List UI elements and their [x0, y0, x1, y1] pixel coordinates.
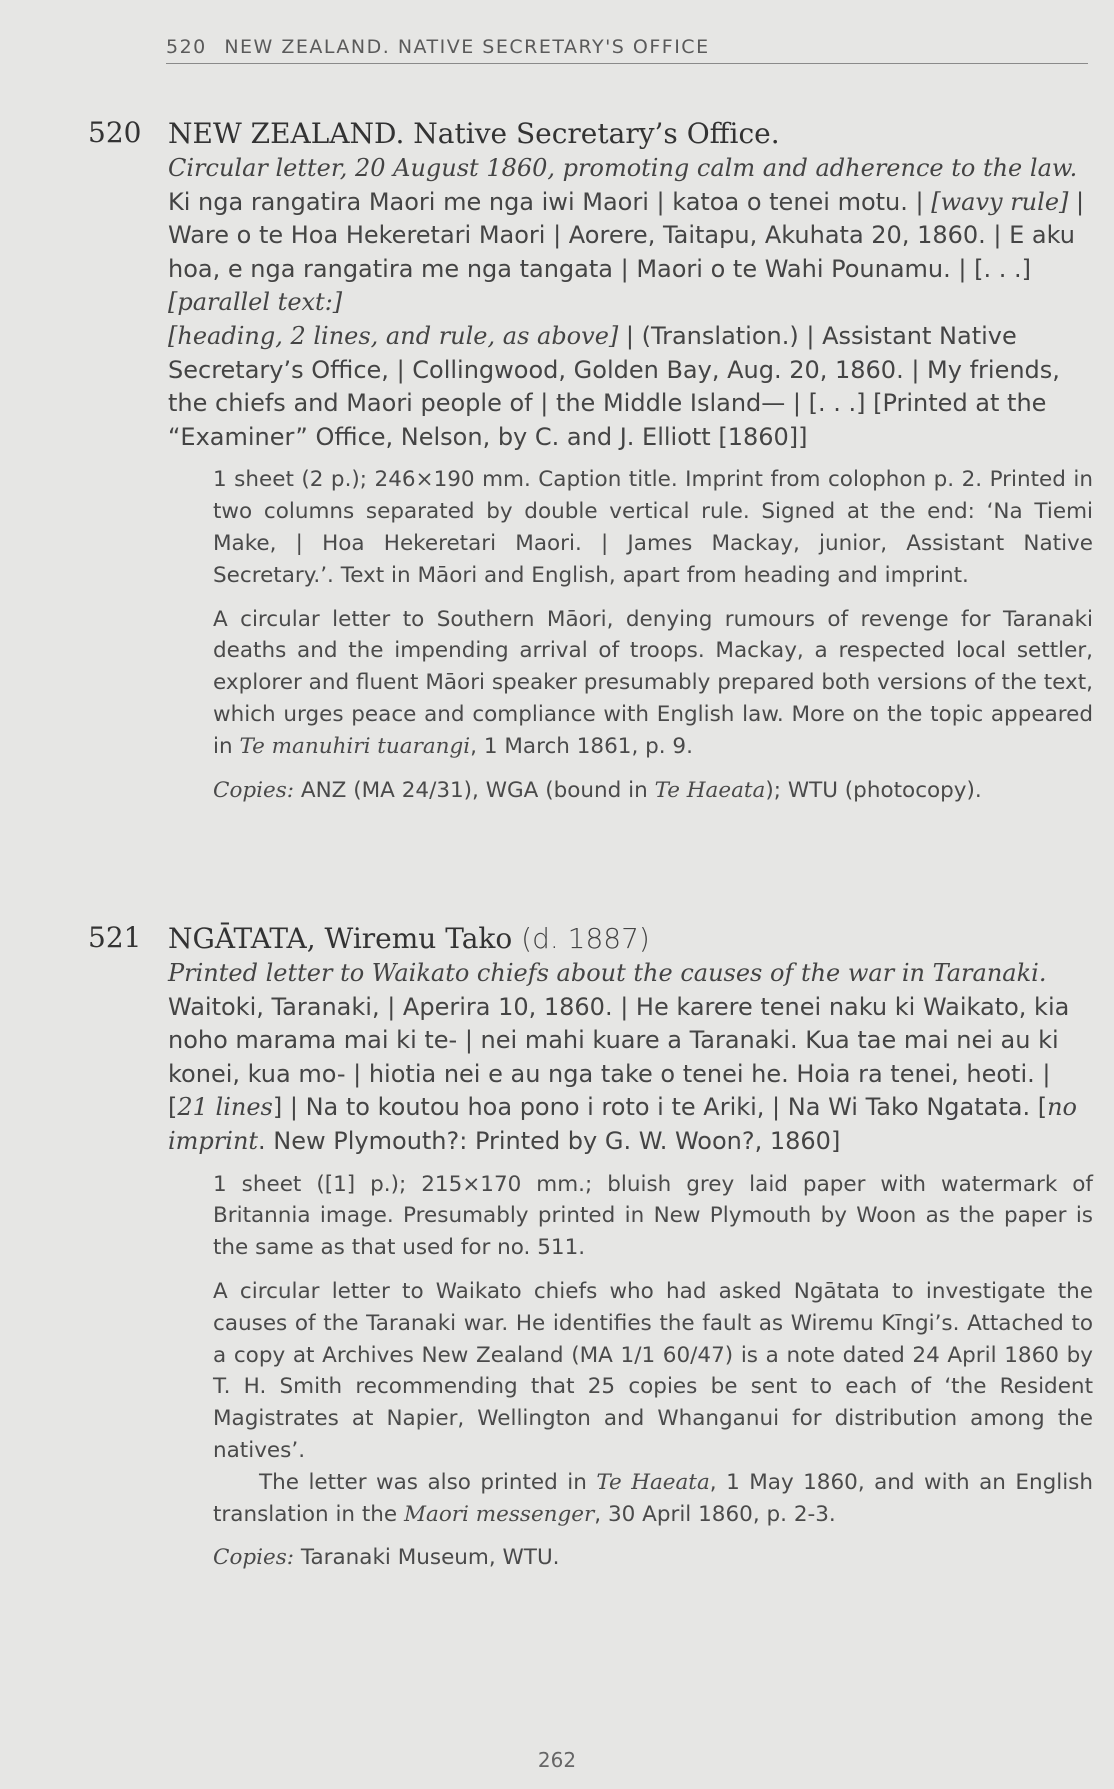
note-text-end: , 1 March 1861, p. 9. [470, 733, 693, 759]
transcription-part-1: Waitoki, Taranaki, | Aperira 10, 1860. | He karere tenei naku ki Waikato, kia noho marama mai ki te- | nei mahi kuare a Taranaki. Kua tae mai nei au ki konei, kua mo- | hiotia nei e au nga take o tenei he. Hoia ra tenei, heoti. | [ [168, 992, 1070, 1122]
copies-text: ANZ (MA 24/31), WGA (bound in [294, 777, 655, 803]
translation-text: | (Translation.) | Assistant Native Secretary’s Office, | Collingwood, Golden Bay, Aug. 20, 1860. | My friends, the chiefs and Maori people of | the Middle Island— | [. . .] [Printed at the “Examiner” Office, Nelson, by C. and J. Elliott [1860]] [168, 321, 1060, 451]
transcription-part-2: | Ware o te Hoa Hekeretari Maori | Aorere, Taitapu, Akuhata 20, 1860. | E aku hoa, e nga rangatira me nga tangata | Maori o te Wahi Pounamu. | [. . .] [168, 187, 1085, 283]
copies-text-end: ); WTU (photocopy). [765, 777, 982, 803]
physical-description: 1 sheet ([1] p.); 215×170 mm.; bluish grey laid paper with watermark of Britannia image. Presumably printed in New Plymouth by Woon as the paper is the same as that used for no. 511. [213, 1171, 1093, 1261]
running-head [166, 36, 1088, 64]
no-imprint-note: no imprint [168, 1093, 1077, 1155]
page-number: 262 [537, 1748, 577, 1772]
running-head-page: 520 [166, 36, 207, 58]
heading-note: [heading, 2 lines, and rule, as above] [168, 321, 619, 350]
translation [168, 320, 1090, 454]
entry-notes [213, 464, 1093, 806]
imprint-text: . New Plymouth?: Printed by G. W. Woon?, 1860] [258, 1126, 841, 1155]
note-title-2: Maori messenger [404, 1501, 595, 1527]
entry-summary: Circular letter, 20 August 1860, promoting calm and adherence to the law. [168, 154, 1078, 182]
transcription [168, 991, 1090, 1159]
entry-description [168, 152, 1090, 454]
physical-description: 1 sheet (2 p.); 246×190 mm. Caption title. Imprint from colophon p. 2. Printed in two columns separated by double vertical rule. Signed at the end: ‘Na Tiemi Make, | Hoa Hekeretari Maori. | James Mackay, junior, Assistant Native Secretary.’. Text in Māori and English, apart from heading and imprint. [213, 467, 1093, 588]
historical-note: A circular letter to Waikato chiefs who had asked Ngātata to investigate the causes of the Taranaki war. He identifies the fault as Wiremu Kīngi’s. Attached to a copy at Archives New Zealand (MA 1/1 60/47) is a note dated 24 April 1860 by T. H. Smith recommending that 25 copies be sent to each of ‘the Resident Magistrates at Napier, Wellington and Whanganui for distribution among the natives’. [213, 1278, 1093, 1463]
heading-dates: (d. 1887) [512, 922, 650, 955]
entry-number: 521 [88, 921, 142, 954]
historical-note [213, 604, 1093, 763]
entry-summary: Printed letter to Waikato chiefs about the causes of the war in Taranaki. [168, 959, 1047, 987]
entry-body [168, 116, 1093, 818]
transcription-part-2: ] | Na to koutou hoa pono i roto i te Ariki, | Na Wi Tako Ngatata. [ [272, 1093, 1048, 1122]
entry-number: 520 [88, 116, 142, 149]
copies-title: Te Haeata [654, 777, 766, 803]
note-title: Te manuhiri tuarangi [239, 733, 471, 759]
note-text-end: , 30 April 1860, p. 2-3. [594, 1501, 836, 1527]
parallel-text-note: [parallel text:] [168, 288, 343, 317]
transcription [168, 186, 1090, 287]
copies-text: Taranaki Museum, WTU. [294, 1545, 560, 1571]
copies-label: Copies: [213, 1545, 295, 1571]
copies-label: Copies: [213, 777, 295, 803]
note-text-mid: , 1 May 1860, and with an English translation in the [213, 1469, 1094, 1527]
lines-note: 21 lines [177, 1093, 273, 1122]
heading-name: NGĀTATA, Wiremu Tako [168, 922, 513, 955]
entry-description [168, 957, 1090, 1159]
entry-notes [213, 1169, 1093, 1575]
transcription-part-1: Ki nga rangatira Maori me nga iwi Maori | katoa o tenei motu. | [168, 187, 932, 216]
heading-name: NEW ZEALAND. Native Secretary’s Office. [168, 117, 780, 150]
entry-heading [168, 116, 1090, 152]
printing-note [213, 1467, 1093, 1531]
running-head-title: NEW ZEALAND. NATIVE SECRETARY'S OFFICE [224, 36, 710, 58]
wavy-rule-note: [wavy rule] [931, 187, 1069, 216]
note-text: A circular letter to Southern Māori, denying rumours of revenge for Taranaki deaths and the impending arrival of troops. Mackay, a respected local settler, explorer and fluent Māori speaker presumably prepared both versions of the text, which urges peace and compliance with English law. More on the topic appeared in [213, 606, 1093, 759]
copies-line [213, 775, 1093, 807]
entry-heading [168, 921, 1090, 957]
entry-body [168, 921, 1094, 1586]
copies-line [213, 1542, 1093, 1574]
note-text: The letter was also printed in [259, 1469, 597, 1495]
note-title-1: Te Haeata [596, 1469, 710, 1495]
